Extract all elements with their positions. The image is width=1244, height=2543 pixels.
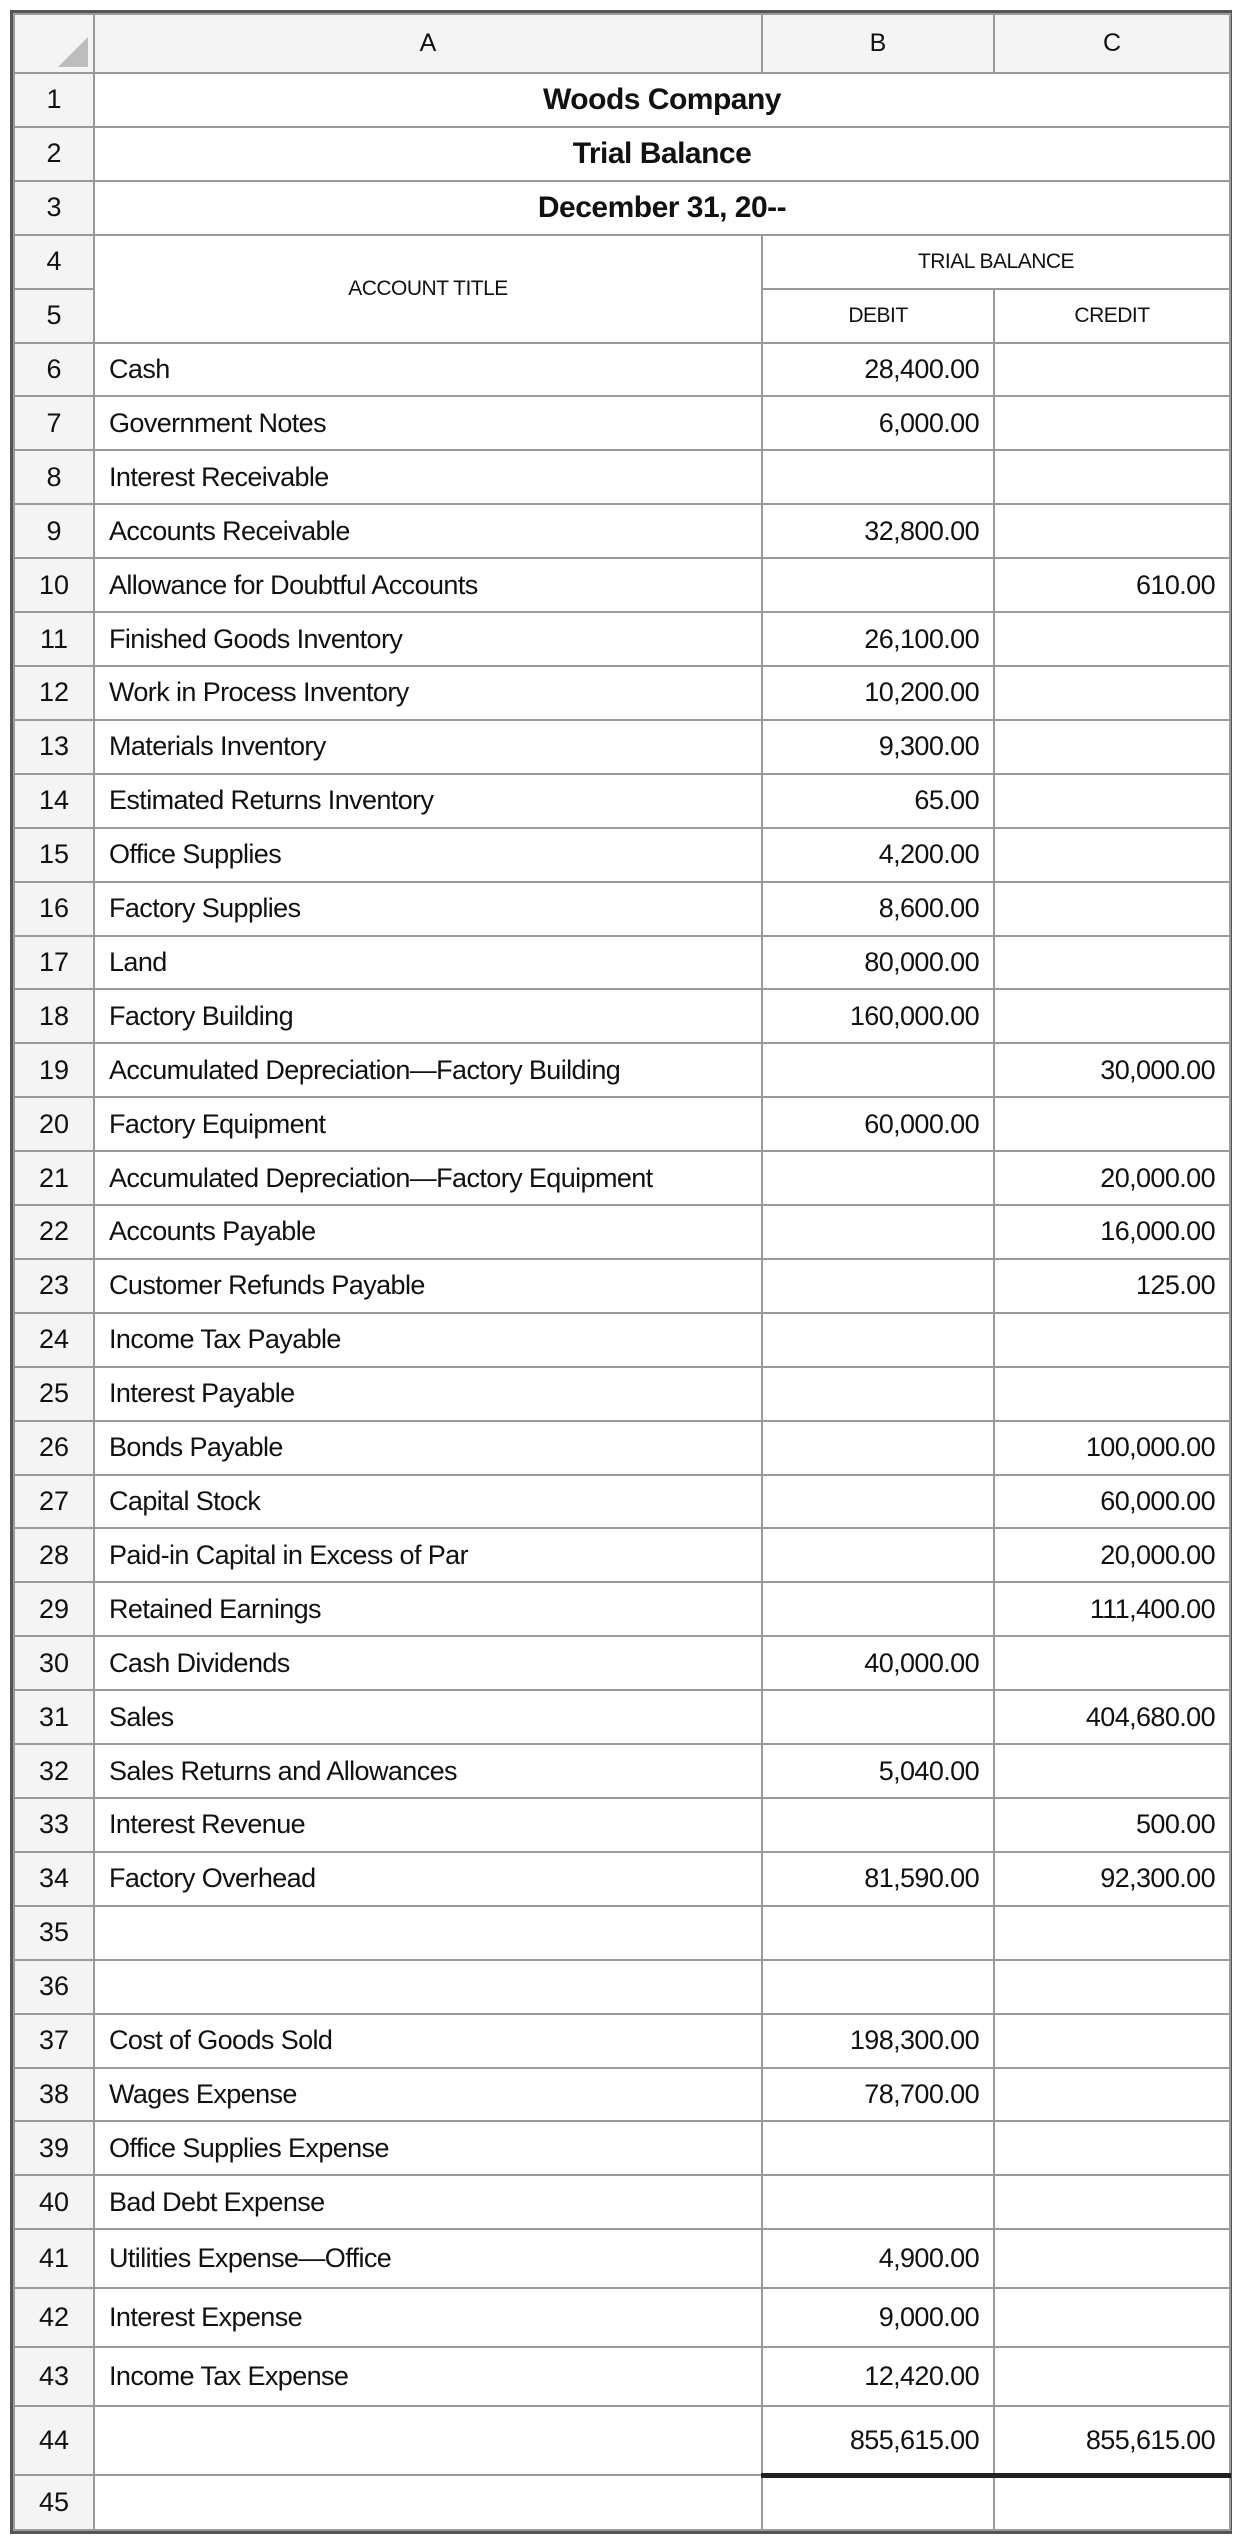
- select-all-corner[interactable]: [14, 14, 94, 73]
- debit-cell[interactable]: 81,590.00: [762, 1852, 994, 1906]
- table-row: [14, 450, 1230, 504]
- table-row: [14, 1151, 1230, 1205]
- debit-cell[interactable]: 8,600.00: [762, 882, 994, 936]
- row-header[interactable]: 8: [14, 450, 94, 504]
- table-row: [14, 343, 1230, 397]
- credit-cell[interactable]: [994, 450, 1230, 504]
- row-header[interactable]: 19: [14, 1043, 94, 1097]
- table-row: [14, 1097, 1230, 1151]
- row-header[interactable]: 5: [14, 289, 94, 343]
- debit-cell[interactable]: 4,900.00: [762, 2229, 994, 2288]
- table-row: [14, 2175, 1230, 2229]
- account-cell[interactable]: Bad Debt Expense: [94, 2175, 762, 2229]
- debit-cell[interactable]: [762, 1798, 994, 1852]
- row-header[interactable]: 30: [14, 1636, 94, 1690]
- spreadsheet: [10, 10, 1232, 2534]
- credit-cell[interactable]: [994, 1313, 1230, 1367]
- statement-date[interactable]: December 31, 20--: [94, 181, 1230, 235]
- debit-cell[interactable]: 6,000.00: [762, 396, 994, 450]
- title-row: [14, 73, 1230, 127]
- row-header[interactable]: 16: [14, 882, 94, 936]
- row-header[interactable]: 31: [14, 1690, 94, 1744]
- account-cell[interactable]: Paid-in Capital in Excess of Par: [94, 1528, 762, 1582]
- credit-cell[interactable]: [994, 720, 1230, 774]
- credit-cell[interactable]: [994, 774, 1230, 828]
- row-header[interactable]: 40: [14, 2175, 94, 2229]
- table-row: [14, 2347, 1230, 2406]
- debit-cell[interactable]: 4,200.00: [762, 828, 994, 882]
- account-cell[interactable]: Interest Revenue: [94, 1798, 762, 1852]
- column-header-b[interactable]: B: [762, 14, 994, 73]
- debit-cell[interactable]: 80,000.00: [762, 936, 994, 990]
- debit-cell[interactable]: [762, 2475, 994, 2530]
- credit-cell[interactable]: [994, 989, 1230, 1043]
- table-row: [14, 396, 1230, 450]
- row-header[interactable]: 42: [14, 2288, 94, 2347]
- table-row: [14, 1906, 1230, 1960]
- debit-cell[interactable]: 60,000.00: [762, 1097, 994, 1151]
- debit-cell[interactable]: [762, 450, 994, 504]
- account-cell[interactable]: Cost of Goods Sold: [94, 2014, 762, 2068]
- debit-cell[interactable]: [762, 1421, 994, 1475]
- credit-cell[interactable]: [994, 666, 1230, 720]
- credit-cell[interactable]: 111,400.00: [994, 1582, 1230, 1636]
- column-header-row: [14, 14, 1230, 73]
- debit-cell[interactable]: [762, 558, 994, 612]
- account-cell[interactable]: Accounts Payable: [94, 1205, 762, 1259]
- debit-cell[interactable]: [762, 1906, 994, 1960]
- account-cell[interactable]: Utilities Expense—Office: [94, 2229, 762, 2288]
- row-header[interactable]: 29: [14, 1582, 94, 1636]
- title-row: [14, 181, 1230, 235]
- credit-cell[interactable]: 20,000.00: [994, 1528, 1230, 1582]
- table-row: [14, 720, 1230, 774]
- account-cell[interactable]: Office Supplies: [94, 828, 762, 882]
- credit-cell[interactable]: [994, 882, 1230, 936]
- table-row: [14, 2121, 1230, 2175]
- credit-cell[interactable]: [994, 2229, 1230, 2288]
- row-header[interactable]: 15: [14, 828, 94, 882]
- account-cell[interactable]: Cash: [94, 343, 762, 397]
- debit-cell[interactable]: 198,300.00: [762, 2014, 994, 2068]
- debit-cell[interactable]: [762, 1960, 994, 2014]
- credit-cell[interactable]: 30,000.00: [994, 1043, 1230, 1097]
- column-header-c[interactable]: C: [994, 14, 1230, 73]
- row-header[interactable]: 14: [14, 774, 94, 828]
- table-row: [14, 1421, 1230, 1475]
- account-cell[interactable]: Allowance for Doubtful Accounts: [94, 558, 762, 612]
- debit-cell[interactable]: 28,400.00: [762, 343, 994, 397]
- row-header[interactable]: 20: [14, 1097, 94, 1151]
- debit-cell[interactable]: 78,700.00: [762, 2068, 994, 2122]
- table-row: [14, 1798, 1230, 1852]
- account-cell[interactable]: [94, 1960, 762, 2014]
- row-header[interactable]: 34: [14, 1852, 94, 1906]
- credit-cell[interactable]: 125.00: [994, 1259, 1230, 1313]
- credit-cell[interactable]: [994, 1097, 1230, 1151]
- row-header[interactable]: 24: [14, 1313, 94, 1367]
- credit-cell[interactable]: [994, 936, 1230, 990]
- credit-cell[interactable]: 20,000.00: [994, 1151, 1230, 1205]
- table-row: [14, 2475, 1230, 2530]
- row-header[interactable]: 9: [14, 504, 94, 558]
- row-header[interactable]: 10: [14, 558, 94, 612]
- row-header[interactable]: 3: [14, 181, 94, 235]
- credit-cell[interactable]: [994, 2014, 1230, 2068]
- debit-cell[interactable]: 160,000.00: [762, 989, 994, 1043]
- table-row: [14, 504, 1230, 558]
- row-header[interactable]: 7: [14, 396, 94, 450]
- row-header[interactable]: 13: [14, 720, 94, 774]
- account-cell[interactable]: Income Tax Expense: [94, 2347, 762, 2406]
- credit-cell[interactable]: [994, 1744, 1230, 1798]
- account-cell[interactable]: Customer Refunds Payable: [94, 1259, 762, 1313]
- credit-cell[interactable]: [994, 396, 1230, 450]
- debit-cell[interactable]: 32,800.00: [762, 504, 994, 558]
- statement-name[interactable]: Trial Balance: [94, 127, 1230, 181]
- account-cell[interactable]: Work in Process Inventory: [94, 666, 762, 720]
- table-row: [14, 2288, 1230, 2347]
- credit-cell[interactable]: [994, 2121, 1230, 2175]
- account-cell[interactable]: Income Tax Payable: [94, 1313, 762, 1367]
- credit-cell[interactable]: 60,000.00: [994, 1475, 1230, 1529]
- account-cell[interactable]: Retained Earnings: [94, 1582, 762, 1636]
- row-header[interactable]: 18: [14, 989, 94, 1043]
- row-header[interactable]: 41: [14, 2229, 94, 2288]
- credit-cell[interactable]: [994, 343, 1230, 397]
- table-row: [14, 1528, 1230, 1582]
- debit-cell[interactable]: [762, 1582, 994, 1636]
- table-row: [14, 1043, 1230, 1097]
- table-row: [14, 828, 1230, 882]
- credit-cell[interactable]: 610.00: [994, 558, 1230, 612]
- credit-cell[interactable]: [994, 2288, 1230, 2347]
- account-cell[interactable]: Wages Expense: [94, 2068, 762, 2122]
- debit-cell[interactable]: [762, 1259, 994, 1313]
- row-header[interactable]: 6: [14, 343, 94, 397]
- row-header[interactable]: 36: [14, 1960, 94, 2014]
- account-cell[interactable]: Factory Building: [94, 989, 762, 1043]
- account-cell[interactable]: Interest Expense: [94, 2288, 762, 2347]
- debit-cell[interactable]: [762, 1205, 994, 1259]
- row-header[interactable]: 17: [14, 936, 94, 990]
- table-row: [14, 612, 1230, 666]
- table-row: [14, 1636, 1230, 1690]
- trial-balance-header[interactable]: TRIAL BALANCE: [762, 235, 1230, 289]
- credit-cell[interactable]: 404,680.00: [994, 1690, 1230, 1744]
- credit-cell[interactable]: [994, 828, 1230, 882]
- debit-cell[interactable]: 10,200.00: [762, 666, 994, 720]
- account-cell[interactable]: Factory Equipment: [94, 1097, 762, 1151]
- title-row: [14, 127, 1230, 181]
- account-cell[interactable]: Sales: [94, 1690, 762, 1744]
- credit-cell[interactable]: [994, 2475, 1230, 2530]
- credit-cell[interactable]: 855,615.00: [994, 2406, 1230, 2475]
- row-header[interactable]: 1: [14, 73, 94, 127]
- table-row: [14, 936, 1230, 990]
- account-cell[interactable]: Accounts Receivable: [94, 504, 762, 558]
- debit-cell[interactable]: 40,000.00: [762, 1636, 994, 1690]
- account-cell[interactable]: [94, 2406, 762, 2475]
- company-name[interactable]: Woods Company: [94, 73, 1230, 127]
- table-row: [14, 989, 1230, 1043]
- table-row: [14, 1205, 1230, 1259]
- account-cell[interactable]: Interest Receivable: [94, 450, 762, 504]
- account-cell[interactable]: Accumulated Depreciation—Factory Building: [94, 1043, 762, 1097]
- debit-cell[interactable]: 12,420.00: [762, 2347, 994, 2406]
- row-header[interactable]: 26: [14, 1421, 94, 1475]
- table-row: [14, 1744, 1230, 1798]
- debit-cell[interactable]: [762, 1043, 994, 1097]
- table-row: [14, 666, 1230, 720]
- table-row: [14, 1367, 1230, 1421]
- account-cell[interactable]: Materials Inventory: [94, 720, 762, 774]
- table-row: [14, 2014, 1230, 2068]
- account-title-header[interactable]: ACCOUNT TITLE: [94, 235, 762, 343]
- debit-cell[interactable]: 5,040.00: [762, 1744, 994, 1798]
- row-header[interactable]: 38: [14, 2068, 94, 2122]
- credit-cell[interactable]: [994, 1906, 1230, 1960]
- debit-cell[interactable]: [762, 1151, 994, 1205]
- credit-cell[interactable]: 16,000.00: [994, 1205, 1230, 1259]
- credit-cell[interactable]: 100,000.00: [994, 1421, 1230, 1475]
- row-header[interactable]: 37: [14, 2014, 94, 2068]
- row-header[interactable]: 22: [14, 1205, 94, 1259]
- row-header[interactable]: 43: [14, 2347, 94, 2406]
- row-header[interactable]: 39: [14, 2121, 94, 2175]
- account-cell[interactable]: [94, 1906, 762, 1960]
- debit-cell[interactable]: 26,100.00: [762, 612, 994, 666]
- select-all-triangle-icon: [58, 37, 88, 67]
- debit-cell[interactable]: [762, 1367, 994, 1421]
- row-header[interactable]: 2: [14, 127, 94, 181]
- row-header[interactable]: 11: [14, 612, 94, 666]
- account-cell[interactable]: Government Notes: [94, 396, 762, 450]
- header-row-4: [14, 235, 1230, 289]
- debit-cell[interactable]: 855,615.00: [762, 2406, 994, 2475]
- trial-balance-grid: [13, 13, 1231, 2531]
- account-cell[interactable]: Capital Stock: [94, 1475, 762, 1529]
- table-row: [14, 558, 1230, 612]
- credit-cell[interactable]: [994, 1367, 1230, 1421]
- credit-cell[interactable]: [994, 612, 1230, 666]
- row-header[interactable]: 12: [14, 666, 94, 720]
- row-header[interactable]: 4: [14, 235, 94, 289]
- table-row: [14, 1475, 1230, 1529]
- account-cell[interactable]: [94, 2475, 762, 2530]
- row-header[interactable]: 33: [14, 1798, 94, 1852]
- table-row: [14, 2229, 1230, 2288]
- account-cell[interactable]: Factory Overhead: [94, 1852, 762, 1906]
- debit-cell[interactable]: [762, 1313, 994, 1367]
- row-header[interactable]: 28: [14, 1528, 94, 1582]
- row-header[interactable]: 44: [14, 2406, 94, 2475]
- debit-header[interactable]: DEBIT: [762, 289, 994, 343]
- account-cell[interactable]: Factory Supplies: [94, 882, 762, 936]
- table-row: [14, 2068, 1230, 2122]
- account-cell[interactable]: Land: [94, 936, 762, 990]
- credit-cell[interactable]: [994, 1636, 1230, 1690]
- row-header[interactable]: 35: [14, 1906, 94, 1960]
- table-row: [14, 1313, 1230, 1367]
- debit-cell[interactable]: [762, 1690, 994, 1744]
- account-cell[interactable]: Accumulated Depreciation—Factory Equipment: [94, 1151, 762, 1205]
- debit-cell[interactable]: 65.00: [762, 774, 994, 828]
- account-cell[interactable]: Office Supplies Expense: [94, 2121, 762, 2175]
- credit-cell[interactable]: [994, 1960, 1230, 2014]
- debit-cell[interactable]: [762, 2121, 994, 2175]
- credit-cell[interactable]: [994, 504, 1230, 558]
- account-cell[interactable]: Sales Returns and Allowances: [94, 1744, 762, 1798]
- debit-cell[interactable]: 9,300.00: [762, 720, 994, 774]
- credit-cell[interactable]: 92,300.00: [994, 1852, 1230, 1906]
- debit-cell[interactable]: 9,000.00: [762, 2288, 994, 2347]
- row-header[interactable]: 25: [14, 1367, 94, 1421]
- table-row: [14, 882, 1230, 936]
- table-row: [14, 1852, 1230, 1906]
- account-cell[interactable]: Estimated Returns Inventory: [94, 774, 762, 828]
- credit-header[interactable]: CREDIT: [994, 289, 1230, 343]
- table-row: [14, 1960, 1230, 2014]
- credit-cell[interactable]: 500.00: [994, 1798, 1230, 1852]
- row-header[interactable]: 45: [14, 2475, 94, 2530]
- row-header[interactable]: 32: [14, 1744, 94, 1798]
- credit-cell[interactable]: [994, 2175, 1230, 2229]
- table-row: [14, 2406, 1230, 2475]
- credit-cell[interactable]: [994, 2068, 1230, 2122]
- row-header[interactable]: 27: [14, 1475, 94, 1529]
- table-row: [14, 774, 1230, 828]
- debit-cell[interactable]: [762, 1528, 994, 1582]
- account-cell[interactable]: Bonds Payable: [94, 1421, 762, 1475]
- column-header-a[interactable]: A: [94, 14, 762, 73]
- debit-cell[interactable]: [762, 1475, 994, 1529]
- account-cell[interactable]: Finished Goods Inventory: [94, 612, 762, 666]
- table-row: [14, 1582, 1230, 1636]
- account-cell[interactable]: Interest Payable: [94, 1367, 762, 1421]
- row-header[interactable]: 21: [14, 1151, 94, 1205]
- debit-cell[interactable]: [762, 2175, 994, 2229]
- row-header[interactable]: 23: [14, 1259, 94, 1313]
- account-cell[interactable]: Cash Dividends: [94, 1636, 762, 1690]
- credit-cell[interactable]: [994, 2347, 1230, 2406]
- table-row: [14, 1690, 1230, 1744]
- table-row: [14, 1259, 1230, 1313]
